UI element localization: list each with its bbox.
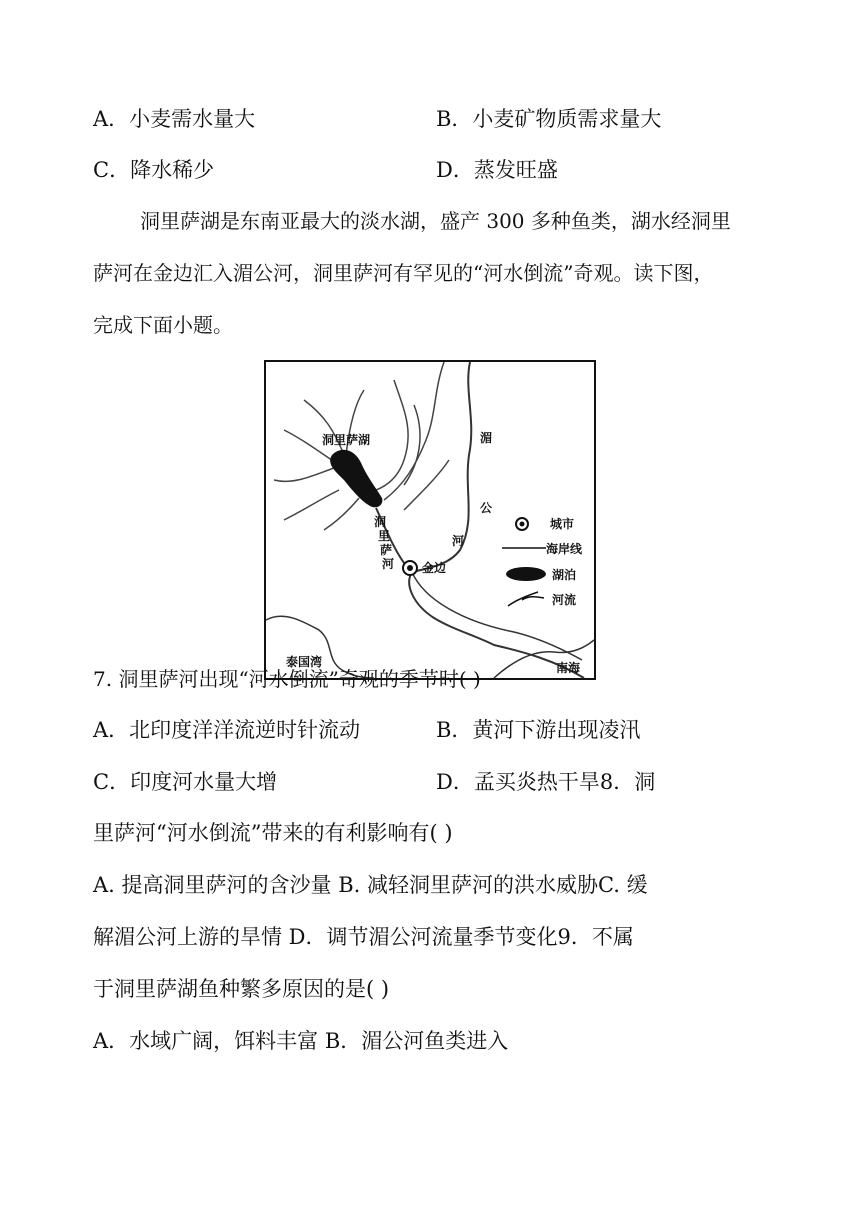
q9-stem: 于洞里萨湖鱼种繁多原因的是( ) <box>93 977 390 1001</box>
gulf-label: 泰国湾 <box>286 655 323 669</box>
q7-option-d: D．孟买炎热干旱8．洞 <box>436 770 656 794</box>
tonle-label-1: 洞 <box>374 515 387 529</box>
tonle-label-4: 河 <box>382 557 395 571</box>
tonle-label-3: 萨 <box>380 543 393 557</box>
passage-line-2: 萨河在金边汇入湄公河，洞里萨河有罕见的“河水倒流”奇观。读下图， <box>93 261 714 285</box>
city-label: 金边 <box>422 561 447 575</box>
mekong-label-2: 公 <box>480 501 493 515</box>
sea-label: 南海 <box>556 661 581 675</box>
q6-option-d: D．蒸发旺盛 <box>436 158 558 182</box>
q8-stem: 里萨河“河水倒流”带来的有利影响有( ) <box>93 821 453 845</box>
q7-stem: 7. 洞里萨河出现“河水倒流”奇观的季节时( ) <box>93 667 481 691</box>
q7-option-c: C．印度河水量大增 <box>93 770 278 794</box>
q8-options-line-1: A. 提高洞里萨河的含沙量 B. 减轻洞里萨河的洪水威胁C. 缓 <box>93 873 648 897</box>
legend-river-label: 河流 <box>552 593 577 607</box>
q6-option-a: A．小麦需水量大 <box>93 107 256 131</box>
q7-option-b: B．黄河下游出现凌汛 <box>436 718 641 742</box>
q7-option-a: A．北印度洋洋流逆时针流动 <box>93 718 361 742</box>
passage-line-1: 洞里萨湖是东南亚最大的淡水湖，盛产 300 多种鱼类，湖水经洞里 <box>140 209 731 233</box>
mekong-map-figure <box>264 360 596 680</box>
q9-options-line-1: A．水域广阔，饵料丰富 B．湄公河鱼类进入 <box>93 1029 509 1053</box>
tonle-label-2: 里 <box>378 529 391 543</box>
q6-option-b: B．小麦矿物质需求量大 <box>436 107 662 131</box>
mekong-label-3: 河 <box>452 534 465 548</box>
legend-lake-label: 湖泊 <box>552 568 577 582</box>
passage-line-3: 完成下面小题。 <box>93 313 233 337</box>
legend-coast-label: 海岸线 <box>546 542 583 556</box>
q6-option-c: C．降水稀少 <box>93 158 215 182</box>
lake-label: 洞里萨湖 <box>322 433 371 447</box>
legend-lake-symbol <box>506 567 546 581</box>
mekong-label-1: 湄 <box>480 431 493 445</box>
q8-options-line-2: 解湄公河上游的旱情 D．调节湄公河流量季节变化9．不属 <box>93 925 634 949</box>
legend-city-label: 城市 <box>550 517 575 531</box>
